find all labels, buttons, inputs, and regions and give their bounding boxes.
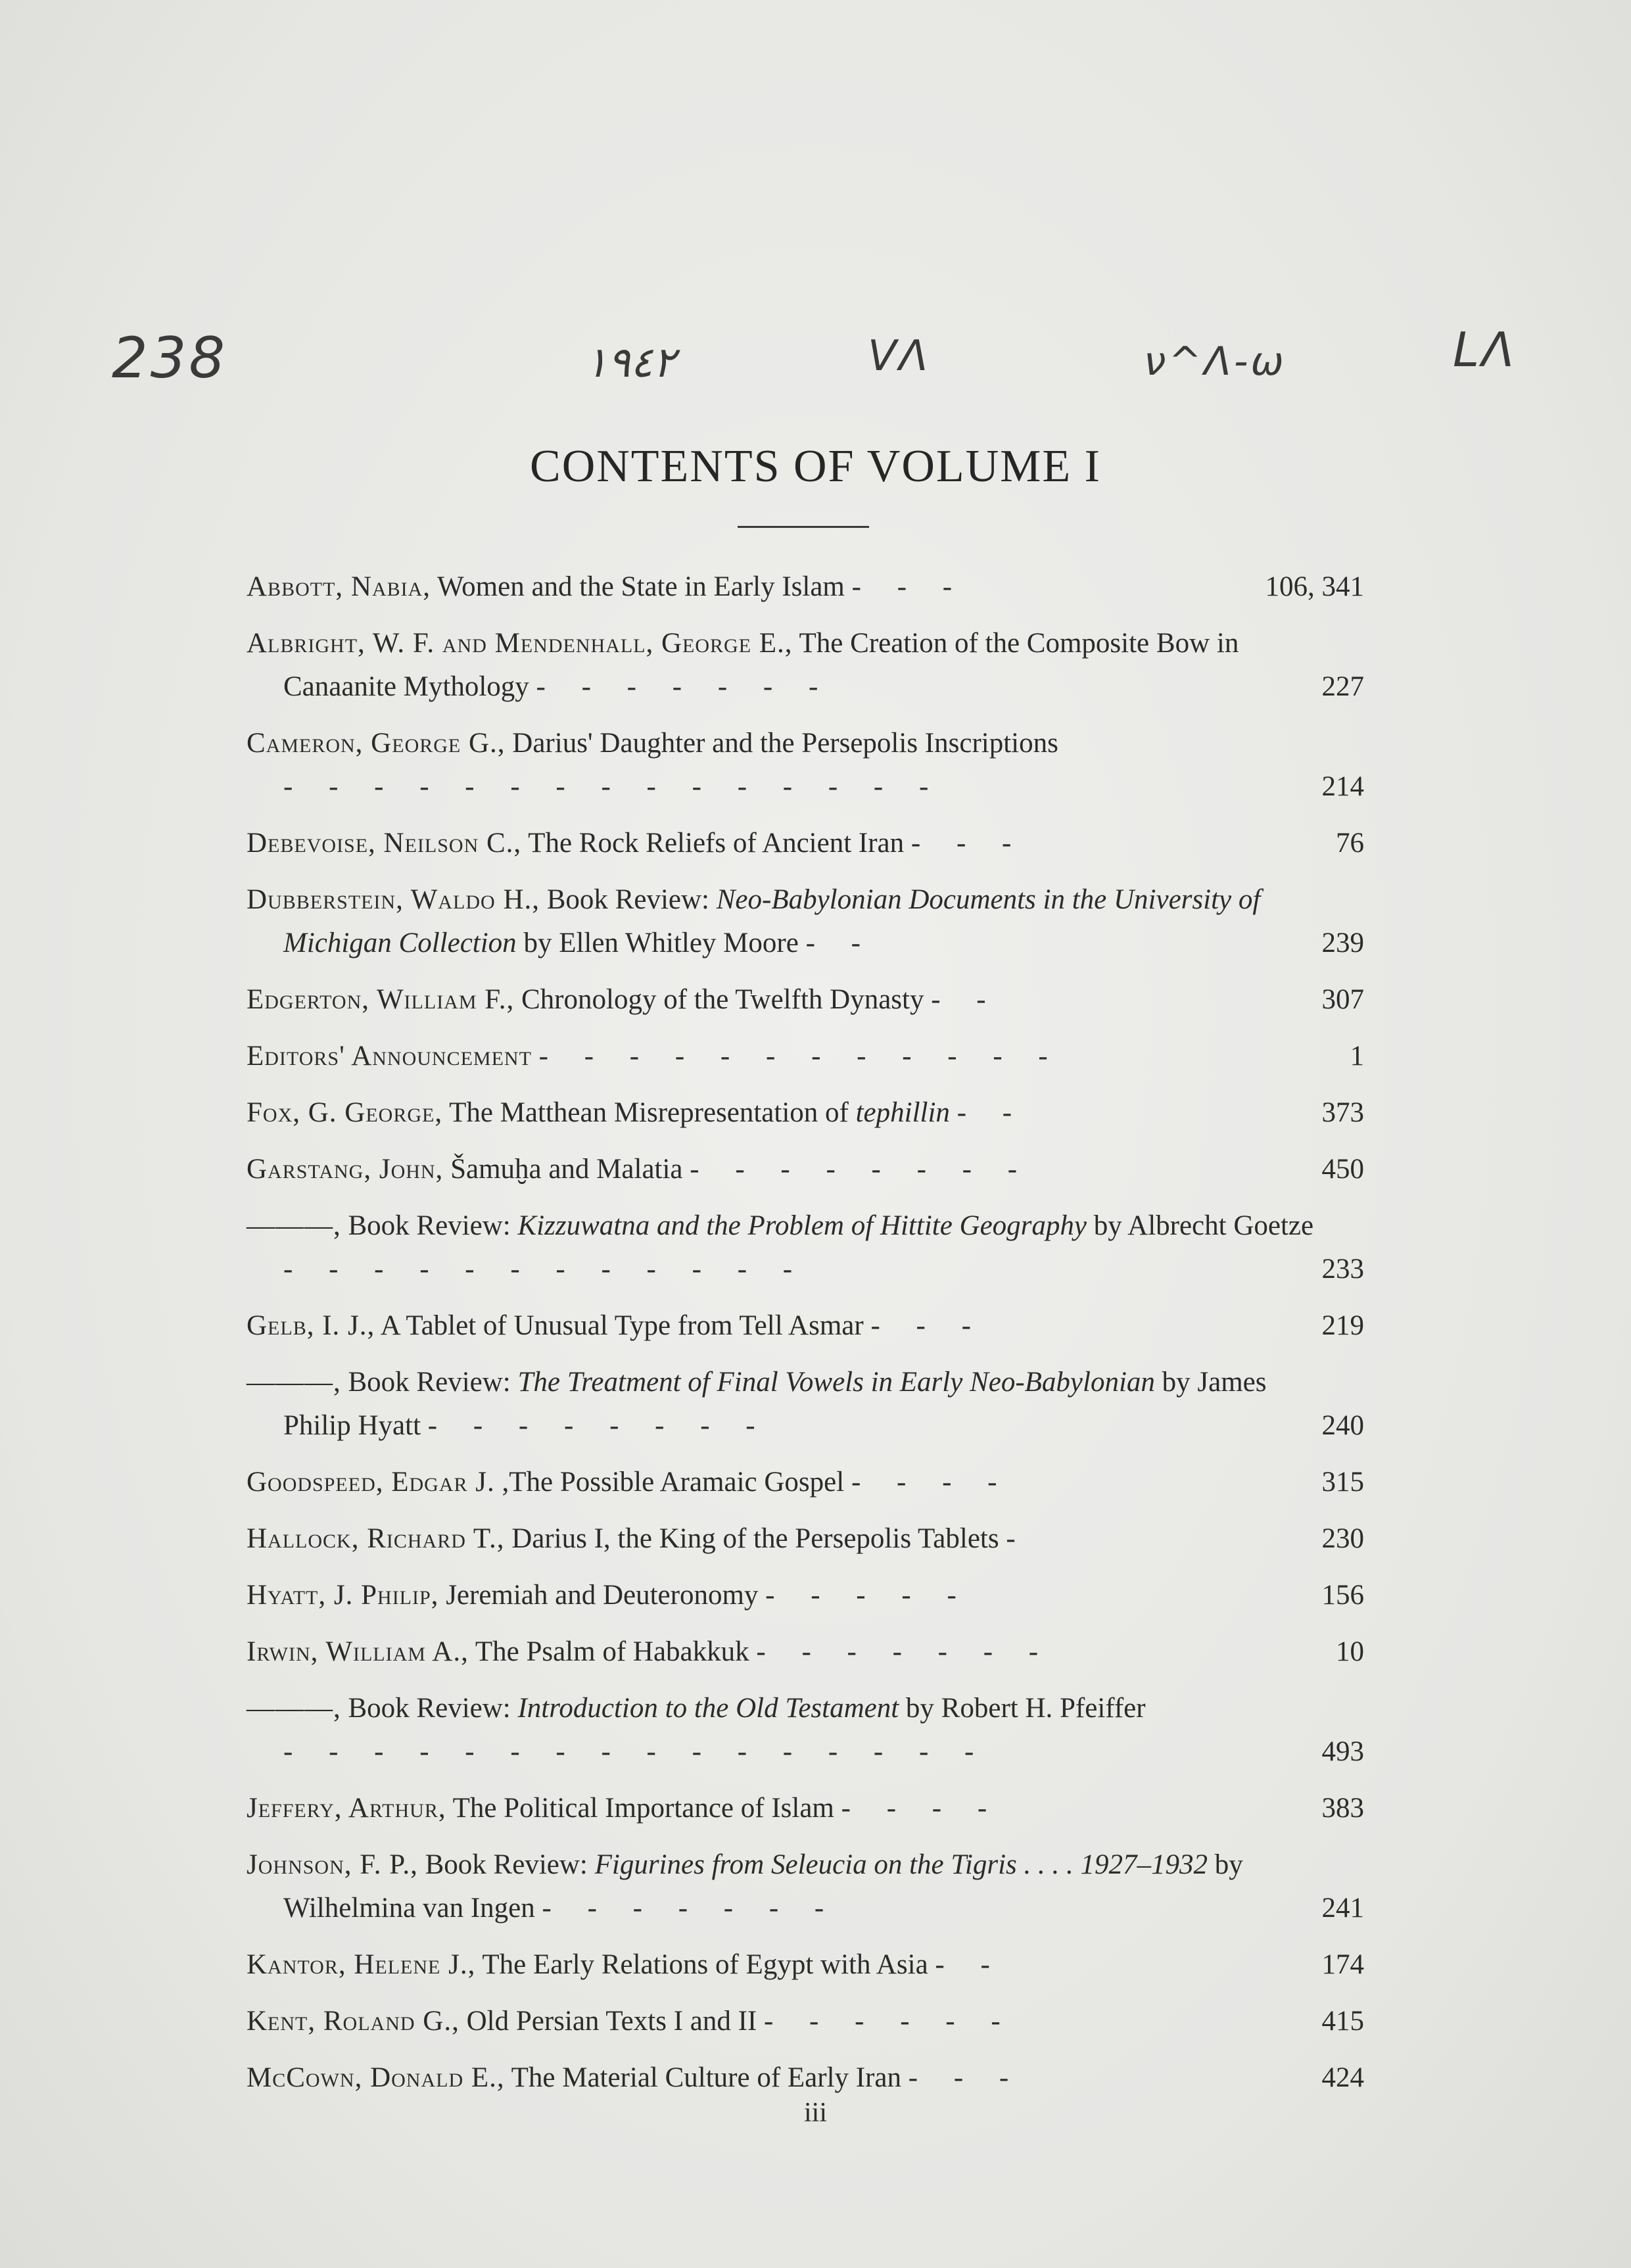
toc-title: A Tablet of Unusual Type from Tell Asmar xyxy=(380,1310,864,1341)
toc-entry xyxy=(247,1461,1364,1504)
toc-entry xyxy=(247,1517,1364,1561)
toc-author: Jeffery, Arthur, xyxy=(247,1793,446,1824)
bleed-through-text xyxy=(184,39,1565,118)
toc-page-number: 493 xyxy=(1321,1736,1364,1767)
toc-entry xyxy=(247,1630,1364,1674)
toc-author: Abbott, Nabia, xyxy=(247,571,431,602)
toc-entry xyxy=(247,978,1364,1022)
toc-leader: - - - xyxy=(851,571,967,602)
toc-title-tail: by Wilhelmina van Ingen xyxy=(283,1849,1243,1924)
toc-entry-text xyxy=(247,2056,1318,2100)
toc-entry xyxy=(247,1787,1364,1830)
toc-title: The Creation of the Composite Bow in Canaanite Mythology xyxy=(283,628,1239,702)
toc-author: Dubberstein, Waldo H., xyxy=(247,884,540,915)
toc-entry xyxy=(247,1574,1364,1617)
toc-page-number: 241 xyxy=(1321,1893,1364,1924)
toc-entry xyxy=(247,1687,1364,1774)
toc-title: Book Review: xyxy=(348,1210,511,1241)
toc-title-italic: Figurines from Seleucia on the Tigris . . . . 1927–1932 xyxy=(594,1849,1208,1880)
toc-entry xyxy=(247,722,1364,809)
toc-page-number: 1 xyxy=(1350,1041,1364,1072)
toc-page-number: 315 xyxy=(1321,1467,1364,1498)
toc-entry xyxy=(247,1304,1364,1348)
toc-entry-text xyxy=(247,1517,1318,1561)
toc-author: Kent, Roland G., xyxy=(247,2006,460,2037)
toc-entry xyxy=(247,1091,1364,1135)
toc-title: The Political Importance of Islam xyxy=(452,1793,834,1824)
toc-page-number: 227 xyxy=(1321,671,1364,702)
toc-entry-text xyxy=(247,1091,1318,1135)
toc-leader: - - - - - - - - xyxy=(690,1154,1032,1185)
toc-leader: - - - xyxy=(870,1310,985,1341)
toc-entry-text xyxy=(247,1687,1318,1774)
toc-leader: - - - - - - - - - - - - xyxy=(538,1041,1062,1072)
toc-leader: - - xyxy=(931,984,1001,1015)
toc-entry-text xyxy=(247,1035,1346,1078)
toc-page-number: 106, 341 xyxy=(1265,571,1364,602)
toc-title: The Matthean Misrepresentation of xyxy=(449,1097,849,1128)
toc-entry xyxy=(247,1843,1364,1930)
toc-title: Women and the State in Early Islam xyxy=(437,571,845,602)
toc-entry-text xyxy=(247,1204,1318,1291)
toc-entry-text xyxy=(247,1461,1318,1504)
toc-leader: - - - - - - - xyxy=(542,1893,839,1924)
toc-leader: - - - - - - - - - - - - - - - - xyxy=(283,1736,989,1767)
toc-title: Book Review: xyxy=(348,1693,511,1724)
toc-title: Book Review: xyxy=(348,1367,511,1398)
toc-title-tail: by James Philip Hyatt xyxy=(283,1367,1267,1441)
toc-page-number: 373 xyxy=(1321,1097,1364,1128)
toc-entry xyxy=(247,565,1364,609)
toc-author: Hallock, Richard T., xyxy=(247,1523,505,1554)
toc-page-number: 233 xyxy=(1321,1254,1364,1285)
toc-entry xyxy=(247,1035,1364,1078)
toc-page-number: 415 xyxy=(1321,2006,1364,2037)
toc-page-number: 10 xyxy=(1336,1636,1364,1667)
toc-entry xyxy=(247,622,1364,709)
toc-title: Darius I, the King of the Persepolis Tablets xyxy=(511,1523,999,1554)
toc-page-number: 307 xyxy=(1321,984,1364,1015)
toc-entry-text xyxy=(247,1361,1318,1448)
toc-leader: - - - - - - - xyxy=(756,1636,1053,1667)
toc-leader: - - xyxy=(805,928,875,958)
toc-author: Johnson, F. P., xyxy=(247,1849,418,1880)
toc-author: Cameron, George G., xyxy=(247,728,506,759)
toc-leader: - - xyxy=(957,1097,1027,1128)
toc-entry-text xyxy=(247,1943,1318,1987)
toc-entry-text xyxy=(247,722,1318,809)
contents-list xyxy=(247,565,1364,2113)
handwritten-note-1: ١٩٤٢ xyxy=(585,339,676,387)
toc-entry-text xyxy=(247,1574,1318,1617)
toc-author: Irwin, William A., xyxy=(247,1636,469,1667)
toc-title: ,The Possible Aramaic Gospel xyxy=(502,1467,845,1498)
toc-title-italic: Neo-Babylonian Documents in the University of Michigan Collection xyxy=(283,884,1261,958)
handwritten-note-2: VΛ xyxy=(868,332,931,381)
toc-title-tail: by Robert H. Pfeiffer xyxy=(905,1693,1146,1724)
toc-leader: - - - - - - xyxy=(763,2006,1015,2037)
toc-entry-text xyxy=(247,622,1318,709)
toc-entry xyxy=(247,878,1364,965)
toc-author: Debevoise, Neilson C., xyxy=(247,828,522,859)
toc-page-number: 219 xyxy=(1321,1310,1364,1341)
toc-entry-text xyxy=(247,2000,1318,2043)
toc-leader: - - - - - - - - - - - - xyxy=(283,1254,807,1285)
toc-page-number: 76 xyxy=(1336,828,1364,859)
toc-title: The Material Culture of Early Iran xyxy=(511,2062,902,2093)
toc-title: Book Review: xyxy=(425,1849,588,1880)
toc-author: ———, xyxy=(247,1693,341,1724)
toc-title: The Early Relations of Egypt with Asia xyxy=(482,1949,928,1980)
toc-leader: - xyxy=(1006,1523,1030,1554)
toc-title: Chronology of the Twelfth Dynasty xyxy=(521,984,924,1015)
toc-entry-text xyxy=(247,1304,1318,1348)
toc-entry xyxy=(247,2056,1364,2100)
toc-title-italic: tephillin xyxy=(855,1097,950,1128)
toc-author: Garstang, John, xyxy=(247,1154,444,1185)
toc-entry-text xyxy=(247,878,1318,965)
toc-page-number: 424 xyxy=(1321,2062,1364,2093)
toc-page-number: 240 xyxy=(1321,1410,1364,1441)
toc-page-number: 450 xyxy=(1321,1154,1364,1185)
toc-leader: - - - - xyxy=(851,1467,1012,1498)
handwritten-note-3: ν^Λ-ω xyxy=(1144,339,1287,385)
toc-author: ———, xyxy=(247,1367,341,1398)
toc-title: Book Review: xyxy=(546,884,709,915)
toc-entry-text xyxy=(247,1843,1318,1930)
toc-author: Hyatt, J. Philip, xyxy=(247,1580,439,1611)
toc-author: Edgerton, William F., xyxy=(247,984,515,1015)
toc-entry-text xyxy=(247,565,1262,609)
toc-leader: - - xyxy=(935,1949,1005,1980)
title-rule xyxy=(738,526,869,528)
toc-entry xyxy=(247,1361,1364,1448)
toc-entry-text xyxy=(247,1787,1318,1830)
handwritten-note-4: LΛ xyxy=(1453,322,1517,377)
toc-author: Kantor, Helene J., xyxy=(247,1949,476,1980)
toc-title: Šamuḫa and Malatia xyxy=(450,1154,683,1185)
toc-page-number: 230 xyxy=(1321,1523,1364,1554)
toc-entry-text xyxy=(247,978,1318,1022)
toc-title-italic: Introduction to the Old Testament xyxy=(517,1693,899,1724)
toc-title: Jeremiah and Deuteronomy xyxy=(446,1580,759,1611)
toc-entry xyxy=(247,1943,1364,1987)
toc-title-tail: by Ellen Whitley Moore xyxy=(523,928,799,958)
toc-author: Editors' Announcement xyxy=(247,1041,532,1072)
toc-author: Goodspeed, Edgar J. xyxy=(247,1467,495,1498)
toc-title: Darius' Daughter and the Persepolis Inscriptions xyxy=(512,728,1058,759)
toc-leader: - - - - - xyxy=(765,1580,971,1611)
page-number: iii xyxy=(803,2098,827,2128)
toc-author: Gelb, I. J., xyxy=(247,1310,375,1341)
toc-entry xyxy=(247,1148,1364,1191)
toc-title-italic: Kizzuwatna and the Problem of Hittite Geography xyxy=(517,1210,1087,1241)
toc-title-italic: The Treatment of Final Vowels in Early Neo-Babylonian xyxy=(517,1367,1155,1398)
toc-leader: - - - xyxy=(908,2062,1024,2093)
toc-title: Old Persian Texts I and II xyxy=(466,2006,757,2037)
toc-author: ———, xyxy=(247,1210,341,1241)
toc-entry-text xyxy=(247,1630,1332,1674)
toc-page-number: 174 xyxy=(1321,1949,1364,1980)
toc-title-tail: by Albrecht Goetze xyxy=(1093,1210,1314,1241)
toc-page-number: 214 xyxy=(1321,771,1364,802)
toc-leader: - - - - - - - xyxy=(536,671,833,702)
toc-leader: - - - - xyxy=(841,1793,1002,1824)
toc-entry-text xyxy=(247,1148,1318,1191)
toc-entry xyxy=(247,2000,1364,2043)
toc-author: Albright, W. F. and Mendenhall, George E., xyxy=(247,628,793,659)
toc-title: The Psalm of Habakkuk xyxy=(475,1636,749,1667)
handwritten-number: 238 xyxy=(112,325,228,391)
toc-entry-text xyxy=(247,822,1332,865)
toc-entry xyxy=(247,822,1364,865)
toc-author: McCown, Donald E., xyxy=(247,2062,505,2093)
toc-title: The Rock Reliefs of Ancient Iran xyxy=(528,828,905,859)
toc-leader: - - - - - - - - xyxy=(427,1410,770,1441)
toc-page-number: 383 xyxy=(1321,1793,1364,1824)
page-title: CONTENTS OF VOLUME I xyxy=(530,441,1101,492)
toc-leader: - - - - - - - - - - - - - - - xyxy=(283,771,943,802)
toc-author: Fox, G. George, xyxy=(247,1097,443,1128)
toc-leader: - - - xyxy=(910,828,1026,859)
toc-page-number: 156 xyxy=(1321,1580,1364,1611)
toc-page-number: 239 xyxy=(1321,928,1364,958)
toc-entry xyxy=(247,1204,1364,1291)
